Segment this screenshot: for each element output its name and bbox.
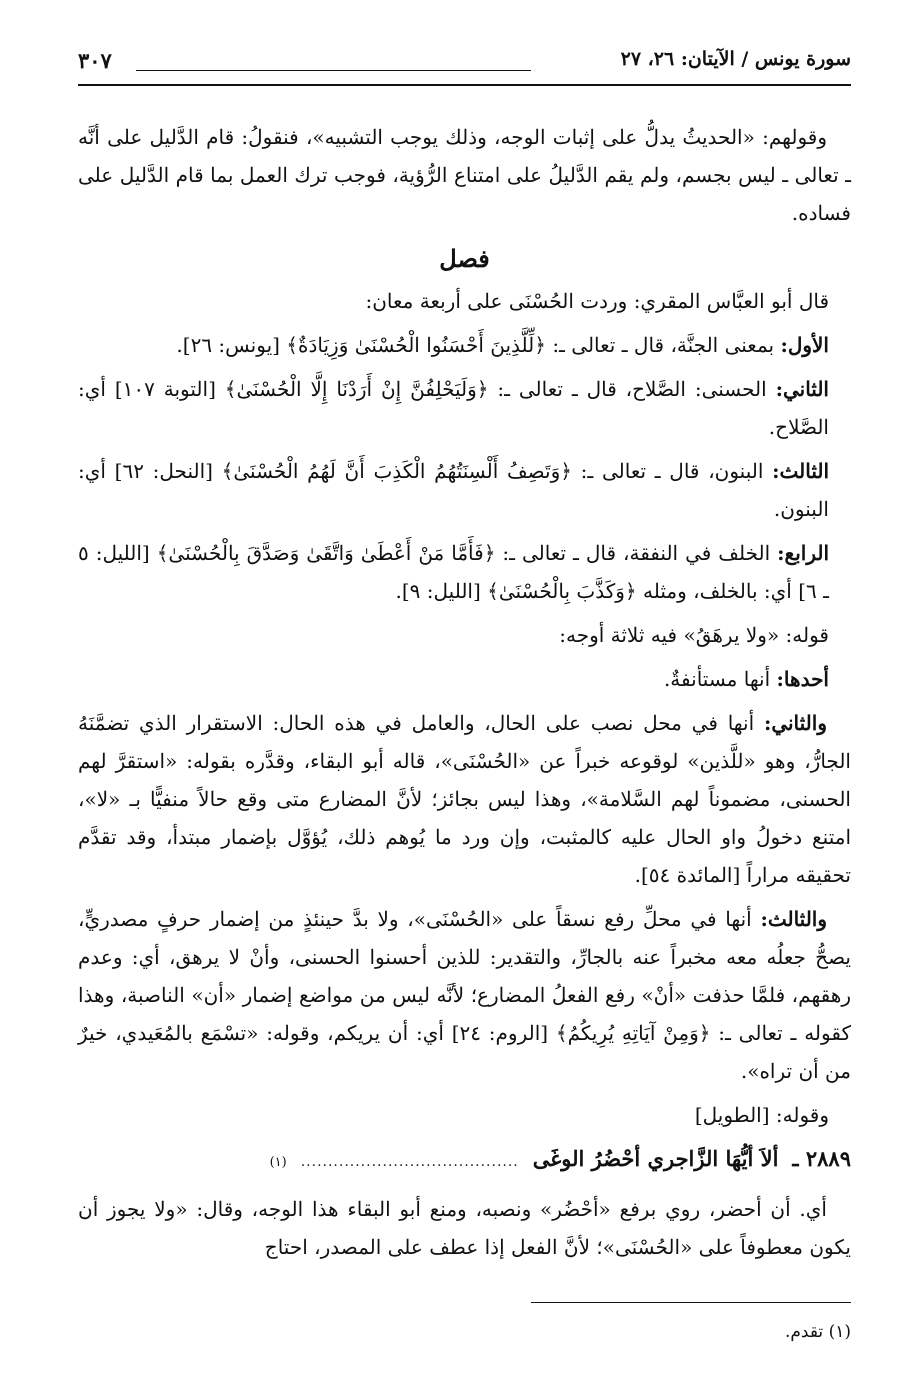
qawluh-line: قوله: «ولا يرهَقُ» فيه ثلاثة أوجه: (559, 623, 829, 647)
meter-line: وقوله: [الطويل] (694, 1103, 829, 1127)
verse-dots: ........................................ (300, 1154, 519, 1170)
meaning-third-text: البنون، قال ـ تعالى ـ: ﴿وَتَصِفُ أَلْسِنَتُهُمُ الْكَذِبَ أَنَّ لَهُمُ الْحُسْنَىٰ﴾ [النحل: ٦٢] أي: البنون. (78, 459, 829, 521)
header-title: سورة يونس / الآيتان: ٢٦، ٢٧ (620, 48, 851, 70)
section-heading: فصل (439, 244, 490, 273)
header-fill-line (136, 70, 531, 71)
meaning-second-text: الحسنى: الصَّلاح، قال ـ تعالى ـ: ﴿وَلَيَحْلِفُنَّ إِنْ أَرَدْنَا إِلَّا الْحُسْنَىٰ﴾ [التوبة ١٠٧] أي: الصَّلاح. (78, 377, 829, 439)
aspect-second-lead: والثاني: (763, 711, 827, 735)
page-number: ٣٠٧ (78, 48, 112, 73)
meaning-fourth-lead: الرابع: (777, 541, 830, 565)
meaning-second (78, 370, 851, 446)
meaning-fourth-text: الخلف في النفقة، قال ـ تعالى ـ: ﴿فَأَمَّا مَنْ أَعْطَىٰ وَاتَّقَىٰ وَصَدَّقَ بِالْحُسْنَىٰ﴾ [الليل: ٥ ـ ٦] أي: بالخلف، ومثله ﴿وَكَذَّبَ بِالْحُسْنَىٰ﴾ [الليل: ٩]. (78, 541, 829, 603)
meaning-first-text: بمعنى الجنَّة، قال ـ تعالى ـ: ﴿لِّلَّذِينَ أَحْسَنُوا الْحُسْنَىٰ وَزِيَادَةٌ﴾ [يونس: ٢٦]. (176, 333, 775, 357)
aspect-second (78, 704, 851, 894)
aspect-third-lead: والثالث: (760, 907, 828, 931)
aspect-third (78, 900, 851, 1090)
header-rule (78, 84, 851, 86)
meaning-third-lead: الثالث: (772, 459, 830, 483)
footnote: (١) تقدم. (784, 1322, 851, 1342)
meaning-second-lead: الثاني: (775, 377, 829, 401)
meaning-fourth (78, 534, 851, 610)
aspect-third-text: أنها في محلِّ رفع نسقاً على «الحُسْنَى»، ولا بدَّ حينئذٍ من إضمار حرفٍ مصدريٍّ، يصحُّ جعلُه معه مخبراً عنه بالجارِّ، والتقدير: للذين أحسنوا الحسنى، وأنْ لا يرهق، أي: وعدم رهقهم، فلمَّا حذفت «أنْ» رفع الفعلُ المضارع؛ لأنَّه ليس من مواضع إضمار «أن» الناصبة، وهذا كقوله ـ تعالى ـ: ﴿وَمِنْ آيَاتِهِ يُرِيكُمُ﴾ [الروم: ٢٤] أي: أن يريكم، وقوله: «تسْمَع بالمُعَيدي، خيرٌ من أن تراه». (78, 907, 851, 1083)
verse-footnote-ref: (١) (269, 1155, 287, 1170)
main-text (78, 118, 851, 1272)
aspect-first (78, 660, 851, 698)
aspect-first-lead: أحدها: (776, 667, 829, 691)
footnote-rule (531, 1302, 851, 1303)
intro-paragraph: وقولهم: «الحديثُ يدلُّ على إثبات الوجه، وذلك يوجب التشبيه»، فنقولُ: قام الدَّليل على أنَّه ـ تعالى ـ ليس بجسم، ولم يقم الدَّليلُ على امتناع الرُّؤية، فوجب ترك العمل بما قام الدَّليل على فساده. (78, 125, 851, 225)
last-paragraph: أي. أن أحضر، روي برفع «أحْضُر» ونصبه، ومنع أبو البقاء هذا الوجه، وقال: «ولا يجوز أن يكون معطوفاً على «الحُسْنَى»؛ لأنَّ الفعل إذا عطف على المصدر، احتاج (78, 1197, 851, 1259)
aspect-second-text: أنها في محل نصب على الحال، والعامل في هذه الحال: الاستقرار الذي تضمَّنَهُ الجارُّ، وهو «للَّذين» لوقوعه خبراً عن «الحُسْنَى»، قاله أبو البقاء، وقدَّره بقوله: «استقرَّ لهم الحسنى، مضموناً لهم السَّلامة»، وهذا ليس بجائز؛ لأنَّ المضارع متى وقع حالاً منفيًّا بـ «لا»، امتنع دخولُ واو الحال عليه كالمثبت، وإن ورد ما يُوهم ذلك، يُؤوَّل بإضمار مبتدأ، وقد تقدَّم تحقيقه مراراً [المائدة ٥٤]. (78, 711, 851, 887)
meanings-intro: قال أبو العبَّاس المقري: وردت الحُسْنَى على أربعة معان: (365, 289, 829, 313)
poetry-verse (78, 1140, 851, 1182)
aspect-first-text: أنها مستأنفةٌ. (663, 667, 771, 691)
verse-number: ٢٨٨٩ ـ (792, 1146, 851, 1171)
meaning-third (78, 452, 851, 528)
meaning-first-lead: الأول: (780, 333, 829, 357)
meaning-first (78, 326, 851, 364)
verse-text: ألاَ أيُّهَا الزَّاجري أحْضُرُ الوغَى (532, 1146, 779, 1171)
running-header (78, 42, 851, 86)
